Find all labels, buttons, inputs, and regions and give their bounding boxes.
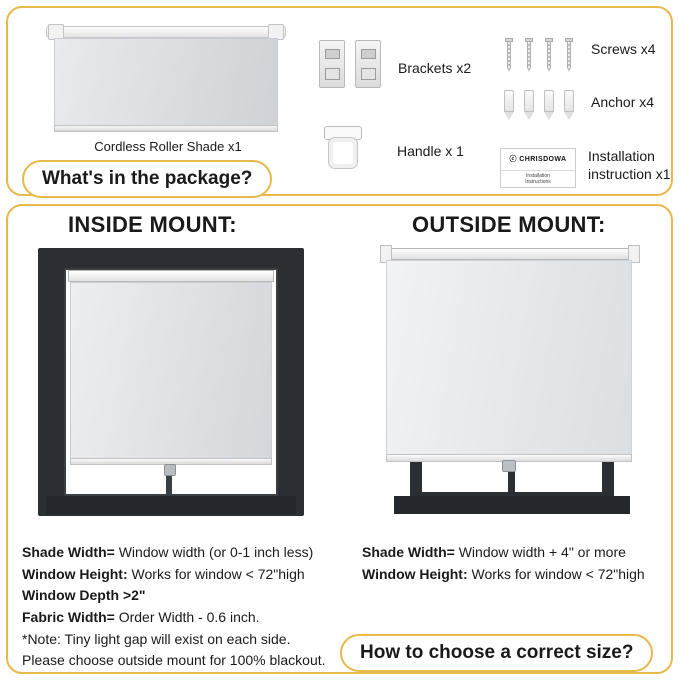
spec-line: [362, 542, 672, 564]
spec-lead: Fabric Width=: [22, 609, 115, 626]
screw-icon: [565, 38, 573, 72]
brand-logo-text: ⓒ CHRISDOWA: [509, 156, 567, 163]
spec-line: [362, 564, 672, 586]
outside-mount-specs: [362, 542, 672, 585]
booklet-line-1: Installation: [501, 170, 575, 179]
instruction-booklet-icon: [500, 148, 576, 188]
bracket-icon: [355, 40, 381, 88]
spec-rest: Works for window < 72"high: [127, 565, 305, 582]
spec-lead: Shade Width=: [22, 544, 115, 560]
handle-label: Handle x 1: [397, 143, 464, 159]
shade-fabric: [386, 260, 632, 456]
inside-mount-illustration: [38, 248, 304, 528]
shade-handle: [502, 460, 516, 472]
shade-fabric: [54, 38, 278, 126]
handle-ring: [329, 138, 357, 168]
anchor-icon: [564, 90, 574, 120]
anchor-tip: [504, 112, 514, 120]
anchor-icon: [544, 90, 554, 120]
anchor-body: [564, 90, 574, 112]
screw-shaft: [527, 42, 531, 68]
booklet-line-2: Instructions: [525, 179, 551, 185]
spec-lead: Window Height:: [362, 565, 468, 582]
screw-shaft: [567, 42, 571, 68]
shade-headrail: [46, 26, 286, 38]
screws-label: Screws x4: [591, 41, 656, 57]
screw-icon: [545, 38, 553, 72]
outside-mount-illustration: [376, 228, 648, 528]
note-line: *Note: Tiny light gap will exist on each side.: [22, 630, 291, 647]
outside-mount-heading: OUTSIDE MOUNT:: [412, 212, 606, 237]
anchor-body: [524, 90, 534, 112]
spec-line: [22, 564, 352, 586]
handle-icon: [324, 126, 362, 172]
spec-rest: Window width (or 0-1 inch less): [114, 544, 314, 560]
package-section-ribbon: What's in the package?: [22, 160, 272, 198]
spec-rest: Order Width - 0.6 inch.: [114, 609, 260, 626]
shade-caption: Cordless Roller Shade x1: [94, 139, 242, 154]
anchor-tip: [564, 112, 574, 120]
shade-headrail: [68, 270, 274, 282]
screw-tip: [507, 68, 511, 72]
window-sill: [394, 496, 630, 514]
shade-handle: [164, 464, 176, 476]
anchor-icon: [504, 90, 514, 120]
anchor-body: [504, 90, 514, 112]
instruction-label: Installation instruction x1: [588, 148, 671, 183]
screw-shaft: [507, 42, 511, 68]
spec-lead: Window Height:: [22, 565, 128, 582]
roller-shade-illustration: [46, 26, 286, 136]
spec-lead: Shade Width=: [362, 544, 455, 560]
size-section-ribbon: How to choose a correct size?: [340, 634, 653, 672]
inside-mount-specs: [22, 542, 352, 672]
shade-bottom-rail: [54, 125, 278, 132]
spec-rest: Window width + 4" or more: [454, 544, 626, 560]
screw-icon: [525, 38, 533, 72]
spec-rest: Works for window < 72"high: [467, 565, 645, 582]
window-sill: [46, 496, 296, 514]
anchor-icon: [524, 90, 534, 120]
screw-shaft: [547, 42, 551, 68]
shade-headrail: [382, 248, 636, 260]
anchor-tip: [544, 112, 554, 120]
anchor-body: [544, 90, 554, 112]
anchors-label: Anchor x4: [591, 94, 655, 110]
screw-icon: [505, 38, 513, 72]
spec-lead: Window Depth >2": [22, 587, 146, 604]
spec-line: [22, 542, 352, 564]
note-line: Please choose outside mount for 100% blackout.: [22, 652, 326, 669]
screw-tip: [547, 68, 551, 72]
bracket-icon: [319, 40, 345, 88]
spec-line: [22, 585, 352, 607]
screw-tip: [527, 68, 531, 72]
brackets-label: Brackets x2: [398, 60, 472, 76]
spec-line: [22, 607, 352, 629]
screw-tip: [567, 68, 571, 72]
shade-fabric: [70, 282, 272, 460]
anchor-tip: [524, 112, 534, 120]
inside-mount-heading: INSIDE MOUNT:: [68, 212, 237, 237]
